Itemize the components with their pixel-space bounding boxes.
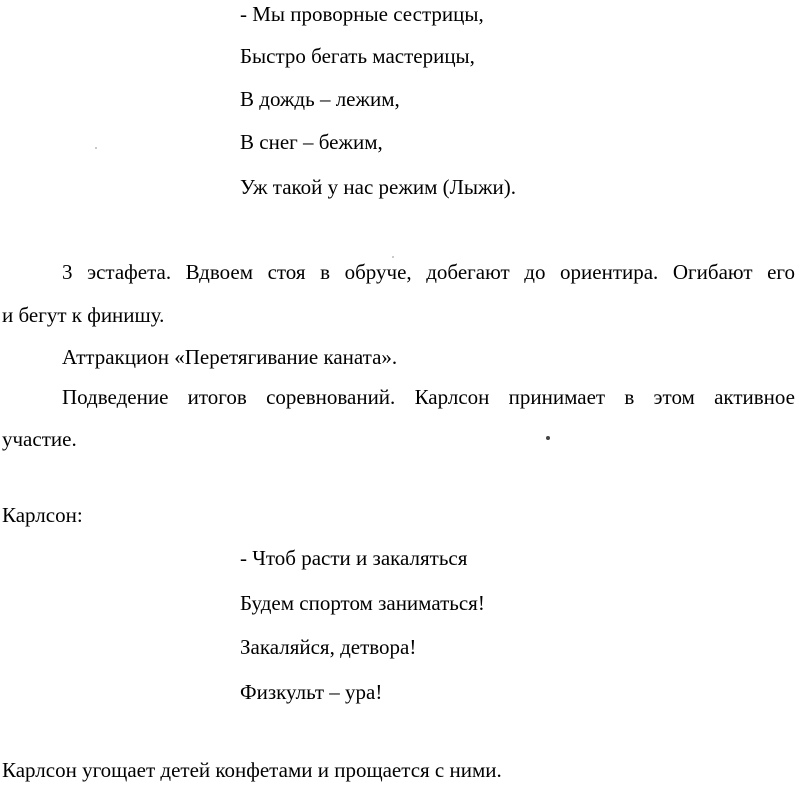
verse1-line-3: В дождь – лежим, <box>240 87 400 111</box>
verse2-line-4: Физкульт – ура! <box>240 680 383 704</box>
verse1-line-5: Уж такой у нас режим (Лыжи). <box>240 175 516 199</box>
relay3-line-1: 3 эстафета. Вдвоем стоя в обруче, добегают до ориентира. Огибают его <box>62 260 795 284</box>
verse1-line-1: - Мы проворные сестрицы, <box>240 2 484 26</box>
verse1-line-2: Быстро бегать мастерицы, <box>240 44 475 68</box>
verse2-line-2: Будем спортом заниматься! <box>240 591 485 615</box>
relay3-line-2: и бегут к финишу. <box>2 303 165 327</box>
summary-line-2: участие. <box>2 427 77 451</box>
closing-line: Карлсон угощает детей конфетами и прощается с ними. <box>2 758 502 782</box>
verse2-line-3: Закаляйся, детвора! <box>240 635 417 659</box>
scan-speck <box>546 436 550 440</box>
summary-line-1: Подведение итогов соревнований. Карлсон принимает в этом активное <box>62 385 795 409</box>
scan-speck <box>392 256 394 258</box>
scan-speck <box>95 147 97 149</box>
verse1-line-4: В снег – бежим, <box>240 130 383 154</box>
verse2-line-1: - Чтоб расти и закаляться <box>240 546 468 570</box>
attraction-line: Аттракцион «Перетягивание каната». <box>62 345 398 369</box>
speaker-label: Карлсон: <box>2 503 83 527</box>
